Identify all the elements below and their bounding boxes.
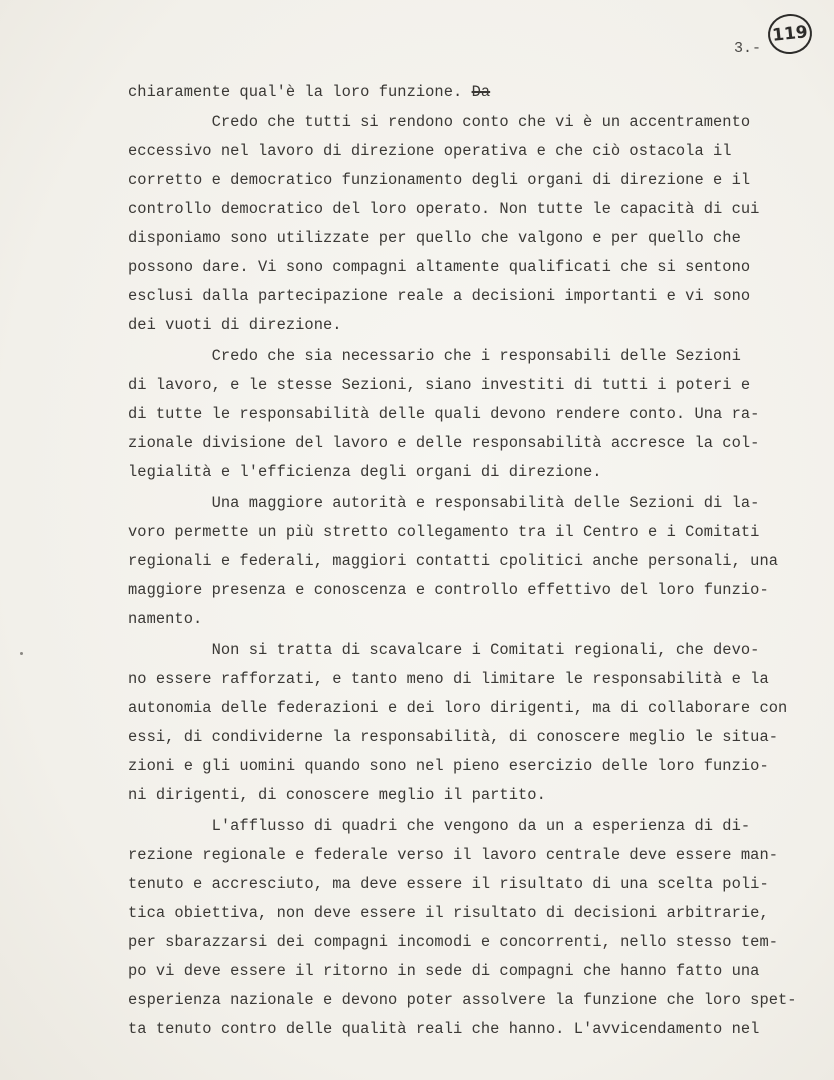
text-line: disponiamo sono utilizzate per quello che valgono e per quello che: [128, 229, 741, 247]
page-number: 3.-: [734, 40, 762, 57]
text-line: regionali e federali, maggiori contatti cpolitici anche personali, una: [128, 552, 779, 570]
text-line: tica obiettiva, non deve essere il risultato di decisioni arbitrarie,: [128, 904, 769, 922]
text-line: Non si tratta di scavalcare i Comitati regionali, che devo-: [128, 641, 760, 659]
text-line: L'afflusso di quadri che vengono da un a esperienza di di-: [128, 817, 751, 835]
text-line: Una maggiore autorità e responsabilità delle Sezioni di la-: [128, 494, 760, 512]
text-line: rezione regionale e federale verso il lavoro centrale deve essere man-: [128, 846, 779, 864]
text-line-1: chiaramente qual'è la loro funzione. Da: [128, 83, 491, 101]
text-line: ta tenuto contro delle qualità reali che hanno. L'avvicendamento nel: [128, 1020, 760, 1038]
text-line: di tutte le responsabilità delle quali devono rendere conto. Una ra-: [128, 405, 760, 423]
text-line: corretto e democratico funzionamento degli organi di direzione e il: [128, 171, 751, 189]
archive-number-stamp: 119: [766, 12, 814, 56]
text-line: esperienza nazionale e devono poter assolvere la funzione che loro spet-: [128, 991, 797, 1009]
text-line: namento.: [128, 610, 203, 628]
text-line: ni dirigenti, di conoscere meglio il partito.: [128, 786, 546, 804]
text-line: tenuto e accresciuto, ma deve essere il risultato di una scelta poli-: [128, 875, 769, 893]
text-line: per sbarazzarsi dei compagni incomodi e concorrenti, nello stesso tem-: [128, 933, 779, 951]
text-line: maggiore presenza e conoscenza e controllo effettivo del loro funzio-: [128, 581, 769, 599]
paper-speck: [20, 652, 23, 655]
struck-out-text: Da: [471, 83, 491, 101]
text-line: di lavoro, e le stesse Sezioni, siano investiti di tutti i poteri e: [128, 376, 751, 394]
text-line: essi, di condividerne la responsabilità, di conoscere meglio le situa-: [128, 728, 779, 746]
text-line: Credo che tutti si rendono conto che vi è un accentramento: [128, 113, 751, 131]
text-line: eccessivo nel lavoro di direzione operativa e che ciò ostacola il: [128, 142, 732, 160]
text-line: controllo democratico del loro operato. Non tutte le capacità di cui: [128, 200, 760, 218]
text-line: legialità e l'efficienza degli organi di direzione.: [128, 463, 602, 481]
text-line: no essere rafforzati, e tanto meno di limitare le responsabilità e la: [128, 670, 769, 688]
text-line: zioni e gli uomini quando sono nel pieno esercizio delle loro funzio-: [128, 757, 769, 775]
text-line: po vi deve essere il ritorno in sede di compagni che hanno fatto una: [128, 962, 760, 980]
text-line: Credo che sia necessario che i responsabili delle Sezioni: [128, 347, 741, 365]
text-line: autonomia delle federazioni e dei loro dirigenti, ma di collaborare con: [128, 699, 788, 717]
text-line: possono dare. Vi sono compagni altamente qualificati che si sentono: [128, 258, 751, 276]
text-line: dei vuoti di direzione.: [128, 316, 342, 334]
text-line: esclusi dalla partecipazione reale a decisioni importanti e vi sono: [128, 287, 751, 305]
text-line: voro permette un più stretto collegamento tra il Centro e i Comitati: [128, 523, 760, 541]
text-line: zionale divisione del lavoro e delle responsabilità accresce la col-: [128, 434, 760, 452]
